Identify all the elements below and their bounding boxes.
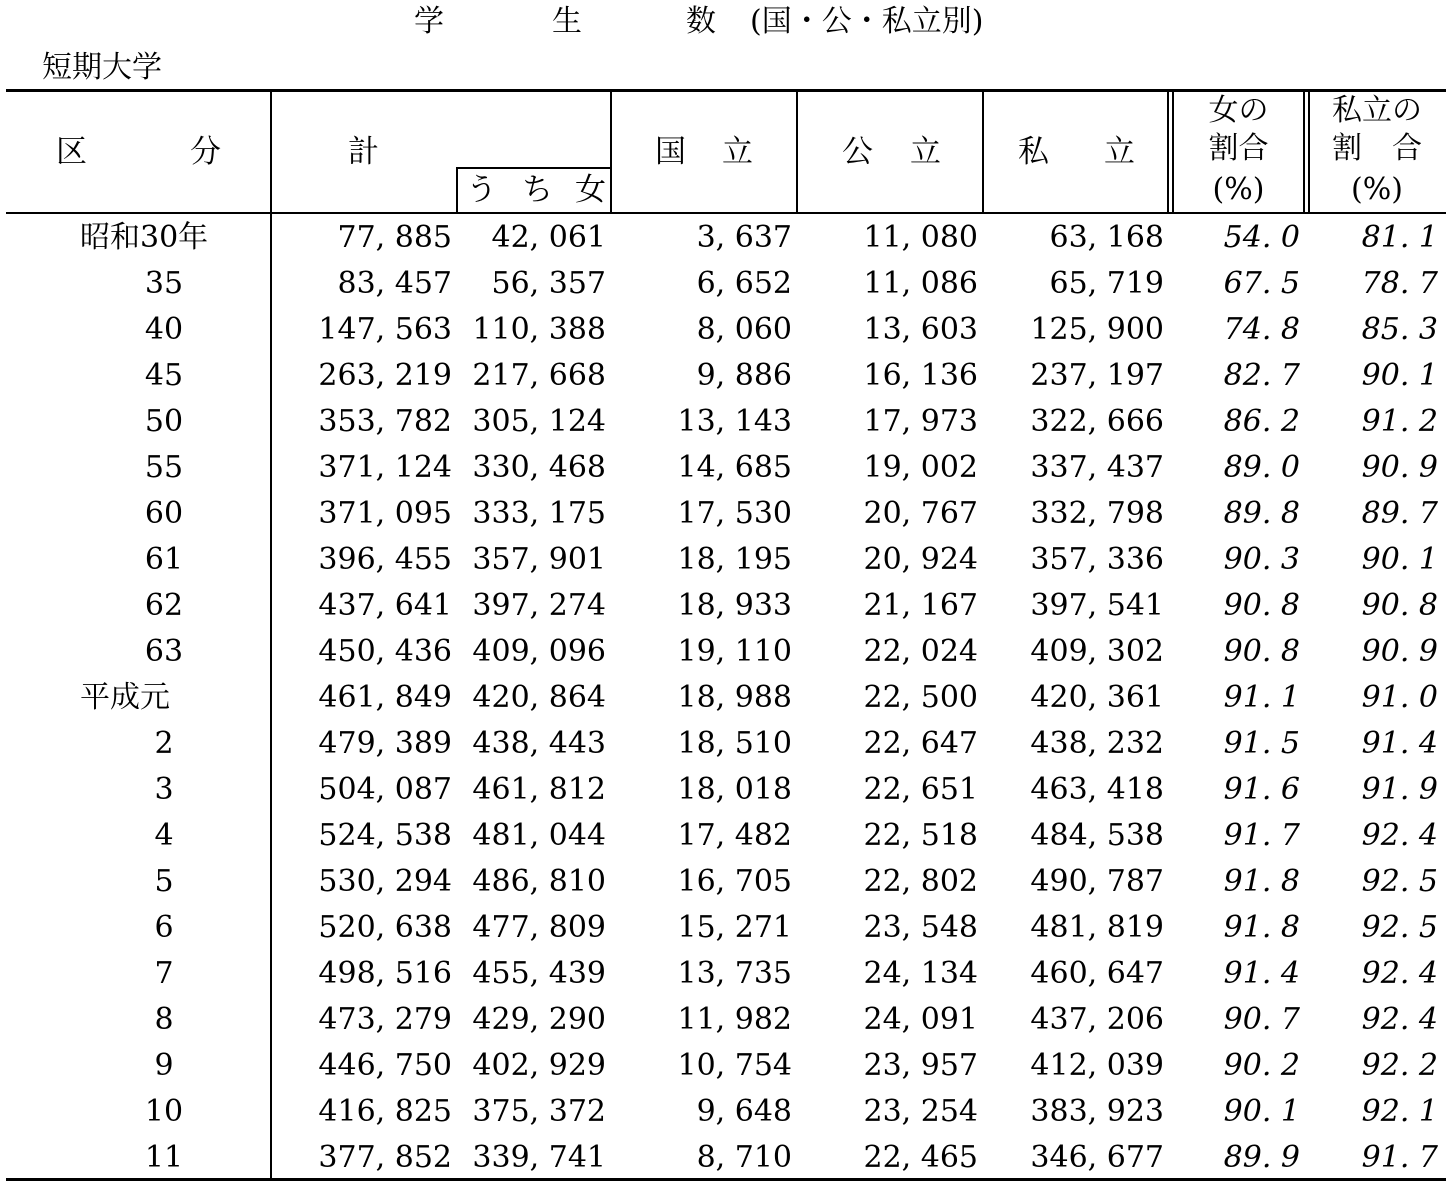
cell-total: 450, 436 xyxy=(318,634,452,669)
cell-national: 9, 648 xyxy=(696,1094,792,1129)
cell-female-pct: 54. 0 xyxy=(1223,220,1300,255)
title-char-1: 学 xyxy=(414,4,444,39)
cell-private: 65, 719 xyxy=(1049,266,1164,301)
cell-public: 19, 002 xyxy=(863,450,978,485)
cell-national: 18, 018 xyxy=(677,772,792,807)
header-female-ratio-2: 割合 xyxy=(1208,131,1269,166)
cell-public: 21, 167 xyxy=(863,588,978,623)
cell-national: 16, 705 xyxy=(677,864,792,899)
cell-total: 371, 124 xyxy=(318,450,452,485)
cell-national: 13, 735 xyxy=(677,956,792,991)
cell-private: 63, 168 xyxy=(1049,220,1164,255)
sub-box-left xyxy=(456,167,458,213)
cell-national: 17, 482 xyxy=(677,818,792,853)
cell-private-pct: 90. 1 xyxy=(1361,358,1438,393)
cell-public: 22, 647 xyxy=(863,726,978,761)
cell-national: 18, 510 xyxy=(677,726,792,761)
col-divider xyxy=(982,91,984,213)
col-divider xyxy=(1303,91,1305,213)
cell-label: 昭和30年 xyxy=(80,220,209,255)
cell-label: 61 xyxy=(144,542,184,577)
cell-total: 498, 516 xyxy=(318,956,452,991)
cell-private: 420, 361 xyxy=(1030,680,1164,715)
cell-national: 3, 637 xyxy=(696,220,792,255)
cell-private: 397, 541 xyxy=(1030,588,1164,623)
cell-private-pct: 81. 1 xyxy=(1361,220,1438,255)
col-divider xyxy=(796,91,798,213)
cell-label: 35 xyxy=(144,266,184,301)
header-private-ratio-3: (%) xyxy=(1351,172,1403,207)
cell-total: 446, 750 xyxy=(318,1048,452,1083)
cell-total: 437, 641 xyxy=(318,588,452,623)
header-female-ratio-3: (%) xyxy=(1212,172,1265,207)
cell-public: 23, 548 xyxy=(863,910,978,945)
cell-national: 9, 886 xyxy=(696,358,792,393)
cell-public: 13, 603 xyxy=(863,312,978,347)
cell-female-pct: 90. 8 xyxy=(1223,588,1300,623)
header-total: 計 xyxy=(348,134,379,170)
cell-national: 8, 060 xyxy=(696,312,792,347)
cell-female-pct: 67. 5 xyxy=(1223,266,1300,301)
cell-label: 40 xyxy=(144,312,184,347)
cell-private-pct: 91. 2 xyxy=(1361,404,1438,439)
cell-female: 409, 096 xyxy=(472,634,606,669)
cell-total: 147, 563 xyxy=(318,312,452,347)
cell-national: 8, 710 xyxy=(696,1140,792,1175)
cell-public: 22, 802 xyxy=(863,864,978,899)
cell-female: 330, 468 xyxy=(472,450,606,485)
cell-female: 333, 175 xyxy=(472,496,606,531)
cell-female: 305, 124 xyxy=(472,404,606,439)
cell-private-pct: 90. 9 xyxy=(1361,450,1438,485)
cell-female-pct: 86. 2 xyxy=(1223,404,1300,439)
cell-private-pct: 90. 8 xyxy=(1361,588,1438,623)
cell-female: 420, 864 xyxy=(472,680,606,715)
cell-private-pct: 85. 3 xyxy=(1361,312,1438,347)
cell-label: 4 xyxy=(154,818,174,853)
cell-private: 484, 538 xyxy=(1030,818,1164,853)
header-public-1: 公 xyxy=(842,134,873,170)
cell-female-pct: 90. 8 xyxy=(1223,634,1300,669)
cell-public: 22, 651 xyxy=(863,772,978,807)
cell-private-pct: 91. 7 xyxy=(1361,1140,1438,1175)
cell-label: 3 xyxy=(154,772,174,807)
cell-female-pct: 91. 1 xyxy=(1223,680,1300,715)
cell-public: 22, 500 xyxy=(863,680,978,715)
cell-label: 平成元 xyxy=(80,680,170,715)
col-divider xyxy=(610,91,612,213)
cell-national: 18, 195 xyxy=(677,542,792,577)
cell-total: 83, 457 xyxy=(337,266,452,301)
cell-private: 481, 819 xyxy=(1030,910,1164,945)
cell-private-pct: 90. 1 xyxy=(1361,542,1438,577)
header-female-2: ち xyxy=(522,172,553,208)
cell-female-pct: 91. 6 xyxy=(1223,772,1300,807)
cell-female-pct: 74. 8 xyxy=(1223,312,1300,347)
cell-female-pct: 90. 1 xyxy=(1223,1094,1300,1129)
cell-private: 237, 197 xyxy=(1030,358,1164,393)
cell-female-pct: 91. 4 xyxy=(1223,956,1300,991)
header-private-ratio-2: 割 合 xyxy=(1332,131,1422,166)
header-private-2: 立 xyxy=(1104,134,1135,170)
cell-female-pct: 91. 7 xyxy=(1223,818,1300,853)
cell-female: 461, 812 xyxy=(472,772,606,807)
cell-label: 45 xyxy=(144,358,184,393)
cell-private: 463, 418 xyxy=(1030,772,1164,807)
cell-female-pct: 90. 3 xyxy=(1223,542,1300,577)
header-female-1: う xyxy=(466,172,497,208)
header-national-1: 国 xyxy=(655,134,686,170)
cell-national: 19, 110 xyxy=(677,634,792,669)
cell-female-pct: 91. 5 xyxy=(1223,726,1300,761)
cell-private: 383, 923 xyxy=(1030,1094,1164,1129)
cell-private: 346, 677 xyxy=(1030,1140,1164,1175)
cell-national: 11, 982 xyxy=(677,1002,792,1037)
cell-female-pct: 82. 7 xyxy=(1223,358,1300,393)
cell-female: 402, 929 xyxy=(472,1048,606,1083)
header-bottom-rule xyxy=(6,212,1446,214)
cell-total: 416, 825 xyxy=(318,1094,452,1129)
cell-label: 11 xyxy=(144,1140,184,1175)
cell-female: 357, 901 xyxy=(472,542,606,577)
cell-public: 22, 518 xyxy=(863,818,978,853)
table-subtitle: 短期大学 xyxy=(42,50,162,85)
cell-total: 263, 219 xyxy=(318,358,452,393)
cell-public: 23, 957 xyxy=(863,1048,978,1083)
cell-total: 524, 538 xyxy=(318,818,452,853)
header-female-ratio-1: 女の xyxy=(1208,93,1269,128)
cell-private: 357, 336 xyxy=(1030,542,1164,577)
title-char-3: 数 xyxy=(686,4,716,39)
cell-public: 22, 024 xyxy=(863,634,978,669)
cell-female: 42, 061 xyxy=(491,220,606,255)
cell-private-pct: 92. 4 xyxy=(1361,956,1438,991)
cell-total: 473, 279 xyxy=(318,1002,452,1037)
cell-label: 62 xyxy=(144,588,184,623)
cell-private-pct: 89. 7 xyxy=(1361,496,1438,531)
cell-private-pct: 92. 2 xyxy=(1361,1048,1438,1083)
cell-private-pct: 90. 9 xyxy=(1361,634,1438,669)
cell-private: 409, 302 xyxy=(1030,634,1164,669)
cell-public: 17, 973 xyxy=(863,404,978,439)
cell-private: 460, 647 xyxy=(1030,956,1164,991)
cell-private-pct: 92. 5 xyxy=(1361,910,1438,945)
cell-private: 322, 666 xyxy=(1030,404,1164,439)
cell-private-pct: 92. 4 xyxy=(1361,818,1438,853)
cell-label: 55 xyxy=(144,450,184,485)
cell-label: 6 xyxy=(154,910,174,945)
cell-female: 455, 439 xyxy=(472,956,606,991)
cell-total: 504, 087 xyxy=(318,772,452,807)
cell-private: 437, 206 xyxy=(1030,1002,1164,1037)
title-paren: (国・公・私立別) xyxy=(750,4,984,39)
cell-female-pct: 90. 7 xyxy=(1223,1002,1300,1037)
cell-private: 125, 900 xyxy=(1030,312,1164,347)
cell-female: 481, 044 xyxy=(472,818,606,853)
cell-label: 63 xyxy=(144,634,184,669)
cell-public: 24, 091 xyxy=(863,1002,978,1037)
cell-public: 16, 136 xyxy=(863,358,978,393)
cell-total: 479, 389 xyxy=(318,726,452,761)
cell-female-pct: 89. 8 xyxy=(1223,496,1300,531)
cell-national: 15, 271 xyxy=(677,910,792,945)
cell-private-pct: 92. 5 xyxy=(1361,864,1438,899)
cell-total: 396, 455 xyxy=(318,542,452,577)
cell-total: 77, 885 xyxy=(337,220,452,255)
cell-national: 18, 988 xyxy=(677,680,792,715)
page-title xyxy=(0,2,1448,42)
cell-public: 11, 086 xyxy=(863,266,978,301)
cell-label: 8 xyxy=(154,1002,174,1037)
col-divider xyxy=(1167,91,1169,213)
header-national-2: 立 xyxy=(722,134,753,170)
cell-total: 377, 852 xyxy=(318,1140,452,1175)
cell-total: 530, 294 xyxy=(318,864,452,899)
cell-national: 17, 530 xyxy=(677,496,792,531)
cell-public: 22, 465 xyxy=(863,1140,978,1175)
cell-private: 412, 039 xyxy=(1030,1048,1164,1083)
cell-label: 50 xyxy=(144,404,184,439)
cell-female-pct: 89. 0 xyxy=(1223,450,1300,485)
cell-private-pct: 92. 4 xyxy=(1361,1002,1438,1037)
cell-female: 217, 668 xyxy=(472,358,606,393)
cell-private-pct: 92. 1 xyxy=(1361,1094,1438,1129)
cell-label: 9 xyxy=(154,1048,174,1083)
cell-female: 339, 741 xyxy=(472,1140,606,1175)
cell-private: 438, 232 xyxy=(1030,726,1164,761)
cell-total: 520, 638 xyxy=(318,910,452,945)
cell-private: 337, 437 xyxy=(1030,450,1164,485)
cell-female-pct: 91. 8 xyxy=(1223,864,1300,899)
cell-national: 13, 143 xyxy=(677,404,792,439)
cell-label: 60 xyxy=(144,496,184,531)
cell-female: 438, 443 xyxy=(472,726,606,761)
header-kubun-2: 分 xyxy=(190,134,221,170)
cell-female: 486, 810 xyxy=(472,864,606,899)
cell-private-pct: 91. 0 xyxy=(1361,680,1438,715)
sub-box-top xyxy=(456,167,612,169)
cell-private: 332, 798 xyxy=(1030,496,1164,531)
cell-national: 10, 754 xyxy=(677,1048,792,1083)
cell-public: 11, 080 xyxy=(863,220,978,255)
cell-total: 353, 782 xyxy=(318,404,452,439)
cell-national: 14, 685 xyxy=(677,450,792,485)
cell-national: 18, 933 xyxy=(677,588,792,623)
cell-private-pct: 91. 4 xyxy=(1361,726,1438,761)
cell-label: 10 xyxy=(144,1094,184,1129)
cell-female-pct: 91. 8 xyxy=(1223,910,1300,945)
cell-public: 20, 924 xyxy=(863,542,978,577)
cell-private-pct: 78. 7 xyxy=(1361,266,1438,301)
cell-female: 397, 274 xyxy=(472,588,606,623)
cell-female: 375, 372 xyxy=(472,1094,606,1129)
cell-public: 24, 134 xyxy=(863,956,978,991)
header-private-ratio-1: 私立の xyxy=(1332,93,1422,128)
title-char-2: 生 xyxy=(552,4,582,39)
header-private-1: 私 xyxy=(1018,134,1049,170)
cell-private-pct: 91. 9 xyxy=(1361,772,1438,807)
cell-total: 461, 849 xyxy=(318,680,452,715)
header-public-2: 立 xyxy=(910,134,941,170)
cell-public: 20, 767 xyxy=(863,496,978,531)
cell-public: 23, 254 xyxy=(863,1094,978,1129)
cell-female: 477, 809 xyxy=(472,910,606,945)
cell-label: 5 xyxy=(154,864,174,899)
cell-female: 429, 290 xyxy=(472,1002,606,1037)
cell-private: 490, 787 xyxy=(1030,864,1164,899)
cell-label: 7 xyxy=(154,956,174,991)
header-kubun-1: 区 xyxy=(56,134,87,170)
header-female-3: 女 xyxy=(575,172,606,208)
cell-female-pct: 90. 2 xyxy=(1223,1048,1300,1083)
cell-female: 110, 388 xyxy=(472,312,606,347)
cell-total: 371, 095 xyxy=(318,496,452,531)
cell-female: 56, 357 xyxy=(491,266,606,301)
cell-female-pct: 89. 9 xyxy=(1223,1140,1300,1175)
cell-national: 6, 652 xyxy=(696,266,792,301)
cell-label: 2 xyxy=(154,726,174,761)
